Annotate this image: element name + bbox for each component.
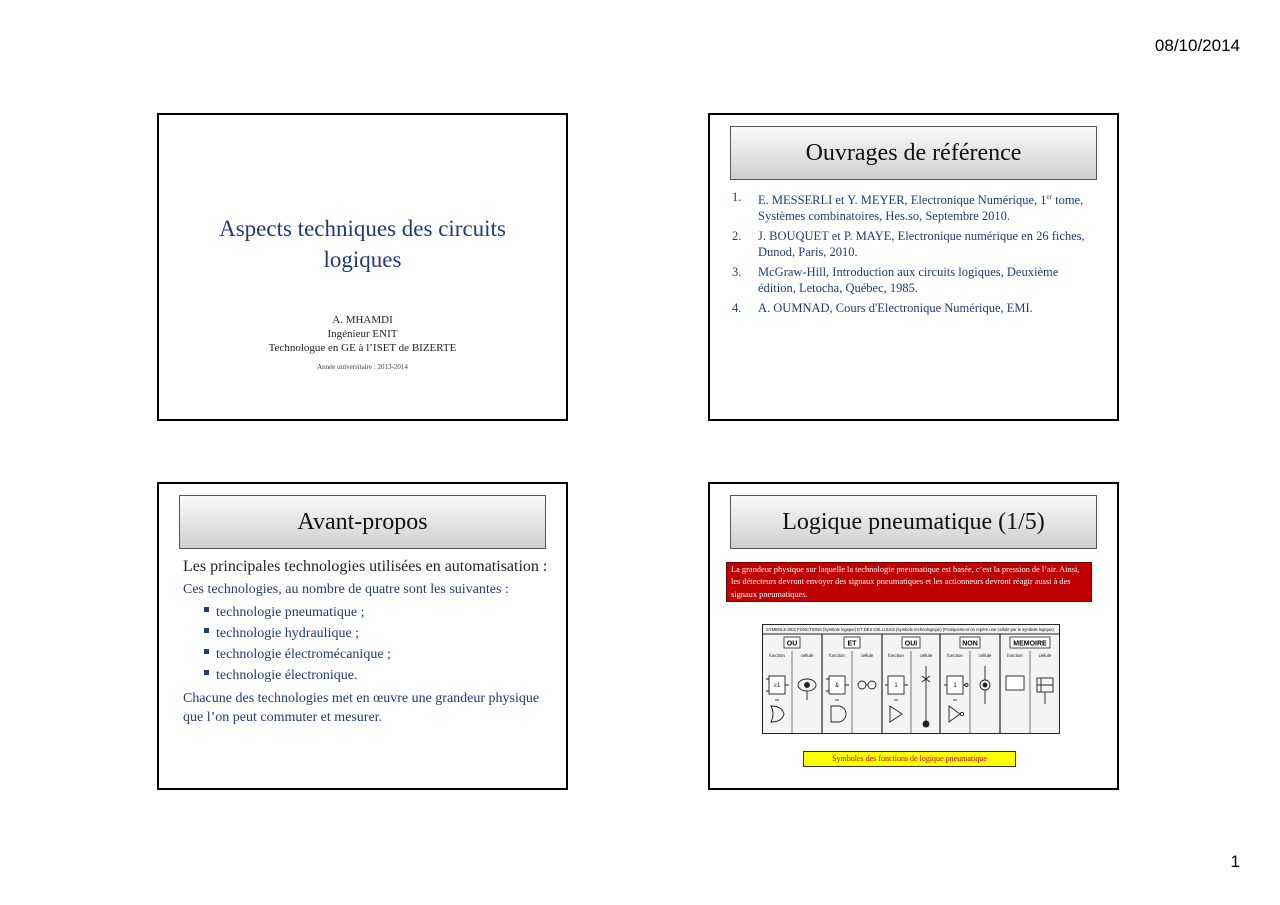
reference-number: 1. [732, 190, 742, 204]
group-label-memoire: MEMOIRE [1013, 640, 1047, 648]
conclusion-text: Chacune des technologies met en œuvre une grandeur physique que l’on peut commuter et mesurer. [183, 691, 540, 725]
column-cellule: cellule [978, 653, 992, 658]
slide-foreword [157, 482, 568, 790]
column-cellule: cellule [1038, 653, 1052, 658]
author-position: Technologue en GE à l’ISET de BIZERTE [268, 342, 457, 354]
column-fonction: fonction [829, 653, 845, 658]
list-item-text: technologie hydraulique ; [216, 626, 360, 641]
technologies-intro: Ces technologies, au nombre de quatre sont les suivantes : [183, 582, 509, 597]
list-item [204, 623, 552, 644]
slide-heading: Ouvrages de référence [730, 126, 1097, 180]
slide-heading: Logique pneumatique (1/5) [730, 495, 1097, 549]
presentation-title [179, 213, 546, 275]
author-role: Ingénieur ENIT [327, 328, 398, 340]
column-fonction: fonction [1007, 653, 1023, 658]
and-gate-label: & [834, 683, 840, 689]
ou-label: ou [893, 697, 899, 702]
bullet-icon [204, 670, 209, 675]
list-item [732, 228, 1099, 260]
column-fonction: fonction [888, 653, 904, 658]
group-label-non: NON [962, 640, 978, 648]
academic-year: Année universitaire : 2013-2014 [317, 363, 408, 371]
slide-title [157, 113, 568, 421]
group-label-et: ET [847, 640, 857, 648]
group-label-ou: OU [786, 640, 798, 648]
bullet-icon [204, 649, 209, 654]
ou-label: ou [774, 697, 780, 702]
list-item-text: technologie électromécanique ; [216, 647, 391, 662]
author-name: A. MHAMDI [332, 314, 393, 326]
highlight-box: La grandeur physique sur laquelle la technologie pneumatique est basée, c’est la pression de l’air. Ainsi, les détecteurs devront envoyer des signaux pneumatiques et les actionneurs devront réagir aussi à des signaux pneumatiques. [726, 562, 1092, 602]
reference-text-part: E. MESSERLI et Y. MEYER, Electronique Numérique, 1 [758, 193, 1047, 208]
slide-body [183, 556, 552, 730]
pneumatic-symbols-diagram [762, 624, 1060, 734]
list-item [732, 264, 1099, 296]
superscript: er [1046, 193, 1052, 201]
yes-gate-label: 1 [894, 683, 898, 689]
title-line-1: Aspects techniques des circuits [219, 216, 506, 241]
list-item-text: technologie pneumatique ; [216, 605, 365, 620]
reference-text: J. BOUQUET et P. MAYE, Electronique numérique en 26 fiches, Dunod, Paris, 2010. [758, 229, 1085, 260]
list-item [204, 665, 552, 686]
technology-list [204, 602, 552, 686]
author-block [159, 313, 566, 355]
bullet-icon [204, 607, 209, 612]
reference-number: 2. [732, 229, 742, 244]
group-label-oui: OUI [904, 640, 918, 648]
column-fonction: fonction [769, 653, 785, 658]
ou-label: ou [834, 697, 840, 702]
reference-list [732, 189, 1099, 320]
slide-pneumatic-logic [708, 482, 1119, 790]
column-cellule: cellule [800, 653, 814, 658]
column-cellule: cellule [860, 653, 874, 658]
page-number: 1 [1230, 852, 1240, 871]
slide-references [708, 113, 1119, 421]
reference-text: McGraw-Hill, Introduction aux circuits logiques, Deuxième édition, Letocha, Québec, 1985. [758, 265, 1059, 296]
slide-heading: Avant-propos [179, 495, 546, 549]
title-line-2: logiques [323, 247, 402, 272]
reference-number: 4. [732, 301, 742, 316]
list-item [204, 602, 552, 623]
intro-text: Les principales technologies utilisées en automatisation : [183, 558, 548, 575]
reference-text-part: tome, Systèmes combinatoires, Hes.so, Septembre 2010. [758, 193, 1084, 224]
list-item [732, 189, 1099, 224]
or-gate-label: ≥1 [773, 683, 781, 689]
reference-text [758, 189, 1099, 224]
ou-label: ou [952, 697, 958, 702]
figure-caption: Symboles des fonctions de logique pneumatique [803, 751, 1016, 767]
reference-text: A. OUMNAD, Cours d'Electronique Numérique, EMI. [758, 301, 1033, 316]
list-item-text: technologie électronique. [216, 668, 358, 683]
diagram-header: SYMBOLE DES FONCTIONS (symbole logique) ET DES CELLULES (symbole technologique) (Pratiquement on repère une cellule par le symbole logique) [766, 627, 1054, 632]
reference-number: 3. [732, 265, 742, 280]
list-item [732, 300, 1099, 316]
list-item [204, 644, 552, 665]
header-date: 08/10/2014 [1154, 36, 1240, 55]
column-fonction: fonction [947, 653, 963, 658]
bullet-icon [204, 628, 209, 633]
column-cellule: cellule [919, 653, 933, 658]
not-gate-label: 1 [953, 683, 957, 689]
